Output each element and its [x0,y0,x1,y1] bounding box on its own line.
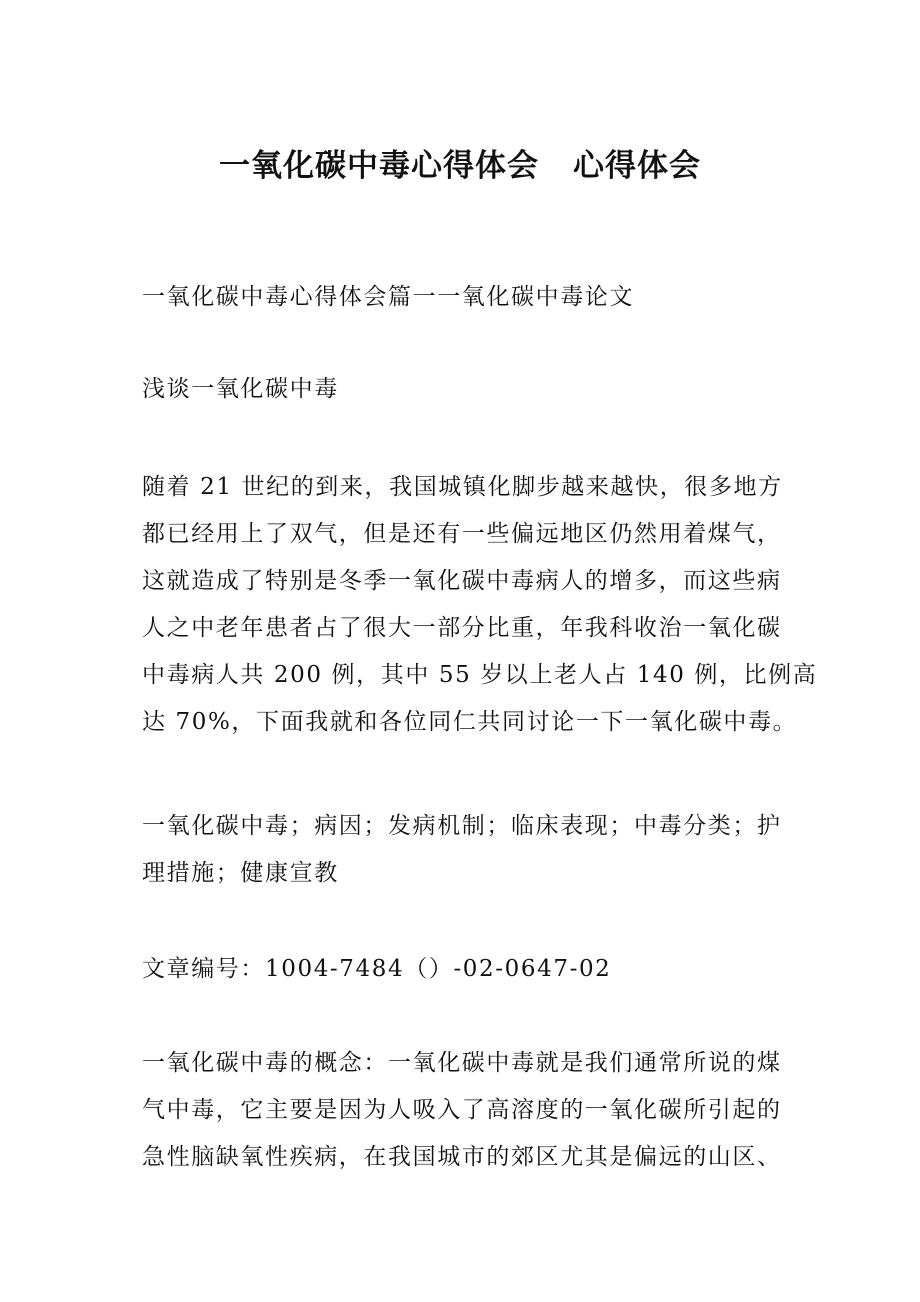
paragraph-intro [142,464,818,746]
text-line: 一氧化碳中毒的概念：一氧化碳中毒就是我们通常所说的煤 [142,1050,782,1076]
text-line: 文章编号：1004-7484（）-02-0647-02 [142,956,612,982]
text-line: 这就造成了特别是冬季一氧化碳中毒病人的增多，而这些病 [142,568,782,594]
text-line: 都已经用上了双气，但是还有一些偏远地区仍然用着煤气， [142,521,782,547]
document-title [0,140,920,192]
paragraph-heading [142,366,792,413]
text-line: 达 70%，下面我就和各位同仁共同讨论一下一氧化碳中毒。 [142,709,798,735]
title-main: 一氧化碳中毒心得体会 [219,148,539,184]
text-line: 急性脑缺氧性疾病，在我国城市的郊区尤其是偏远的山区、 [142,1144,782,1170]
text-line: 理措施；健康宣教 [142,860,339,886]
paragraph-concept [142,1040,792,1181]
paragraph-subtitle [142,274,792,321]
text-line: 一氧化碳中毒；病因；发病机制；临床表现；中毒分类；护 [142,813,782,839]
text-line: 浅谈一氧化碳中毒 [142,376,339,402]
paragraph-keywords [142,803,792,897]
text-line: 人之中老年患者占了很大一部分比重，年我科收治一氧化碳 [142,615,782,641]
text-line: 中毒病人共 200 例，其中 55 岁以上老人占 140 例，比例高 [142,662,818,688]
title-sub: 心得体会 [573,148,701,184]
text-line: 随着 21 世纪的到来，我国城镇化脚步越来越快，很多地方 [142,474,783,500]
text-line: 气中毒，它主要是因为人吸入了高溶度的一氧化碳所引起的 [142,1097,782,1123]
paragraph-article-number [142,946,792,993]
text-line: 一氧化碳中毒心得体会篇一一氧化碳中毒论文 [142,284,634,310]
